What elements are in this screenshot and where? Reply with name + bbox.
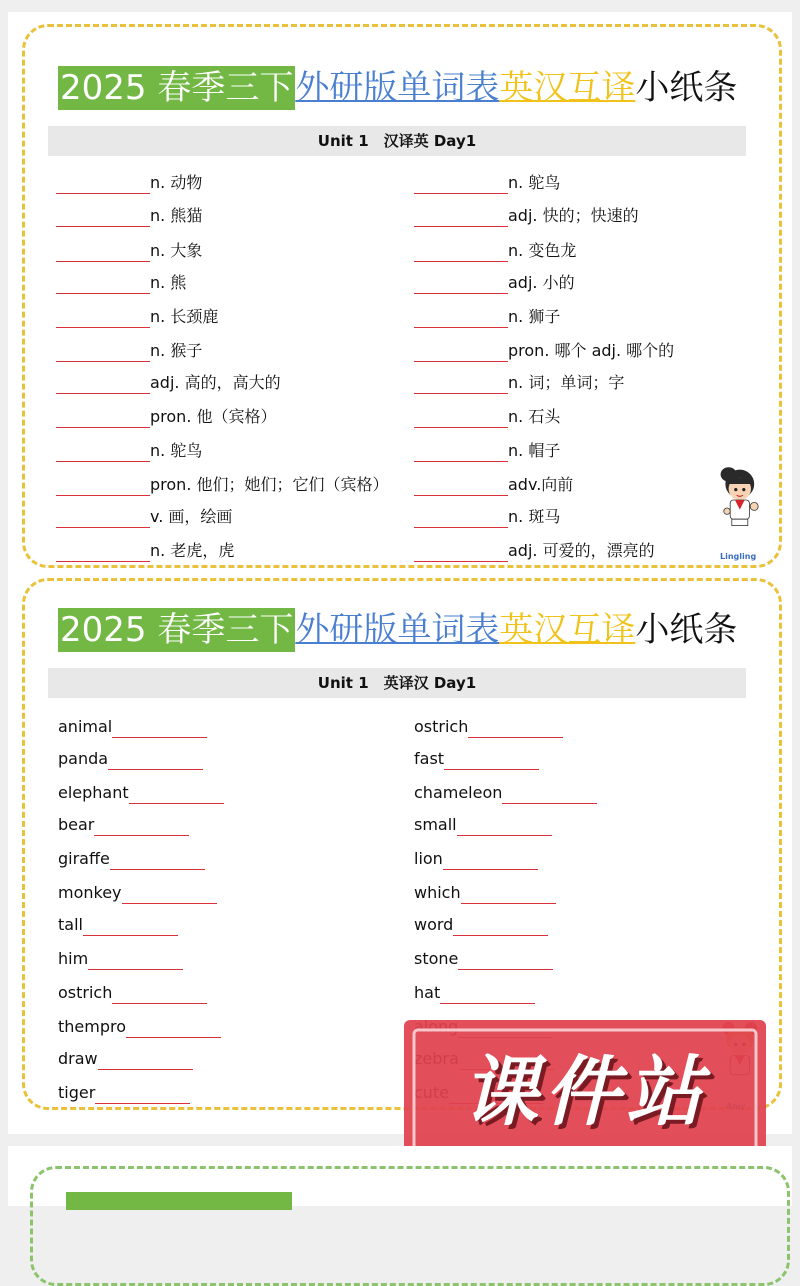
- vocab-row-left: [58, 948, 183, 970]
- vocab-row-right: [414, 540, 655, 562]
- answer-blank[interactable]: [458, 953, 553, 970]
- english-word: thempro: [58, 1017, 127, 1036]
- english-word: monkey: [58, 883, 122, 902]
- english-word: tall: [58, 915, 83, 934]
- word-meaning: pron. 他们；她们；它们（宾格）: [150, 475, 389, 494]
- answer-blank[interactable]: [414, 311, 508, 328]
- vocab-row-right: [414, 240, 576, 262]
- answer-blank[interactable]: [56, 277, 150, 294]
- word-meaning: n. 熊: [150, 273, 187, 292]
- answer-blank[interactable]: [95, 1087, 190, 1104]
- vocab-row-left: [56, 340, 202, 362]
- lingling-name: Lingling: [720, 552, 757, 561]
- title-mode-2: 英汉互译: [499, 610, 636, 650]
- english-word: draw: [58, 1049, 98, 1068]
- watermark-text: 课件站: [462, 1047, 708, 1136]
- vocab-row-right: [414, 372, 624, 394]
- answer-blank[interactable]: [56, 511, 150, 528]
- english-word: chameleon: [414, 783, 503, 802]
- answer-blank[interactable]: [83, 919, 178, 936]
- word-meaning: pron. 哪个 adj. 哪个的: [508, 341, 675, 360]
- word-meaning: n. 大象: [150, 241, 203, 260]
- answer-blank[interactable]: [112, 721, 207, 738]
- vocab-row-right: [414, 205, 639, 227]
- english-word: tiger: [58, 1083, 96, 1102]
- worksheet-title-2: [58, 608, 737, 652]
- english-word: giraffe: [58, 849, 110, 868]
- vocab-row-left: [58, 814, 189, 836]
- vocab-row-right: [414, 172, 560, 194]
- answer-blank[interactable]: [56, 177, 150, 194]
- word-meaning: n. 变色龙: [508, 241, 577, 260]
- answer-blank[interactable]: [414, 177, 508, 194]
- english-word: small: [414, 815, 457, 834]
- vocab-row-left: [56, 240, 202, 262]
- vocab-row-right: [414, 948, 553, 970]
- answer-blank[interactable]: [502, 787, 597, 804]
- word-meaning: n. 帽子: [508, 441, 561, 460]
- word-meaning: n. 词；单词；字: [508, 373, 625, 392]
- answer-blank[interactable]: [56, 311, 150, 328]
- vocab-row-right: [414, 914, 548, 936]
- vocab-row-left: [56, 440, 202, 462]
- answer-blank[interactable]: [110, 853, 205, 870]
- vocab-row-left: [56, 540, 234, 562]
- english-word: hat: [414, 983, 441, 1002]
- vocab-row-right: [414, 982, 535, 1004]
- answer-blank[interactable]: [414, 245, 508, 262]
- next-page-card: [30, 1166, 790, 1286]
- vocab-row-right: [414, 474, 573, 496]
- vocab-row-left: [56, 372, 281, 394]
- vocab-row-left: [58, 782, 224, 804]
- vocab-row-right: [414, 272, 575, 294]
- vocab-row-right: [414, 882, 556, 904]
- unit-bar-cn-to-en: Unit 1 汉译英 Day1: [48, 126, 746, 156]
- word-meaning: n. 猴子: [150, 341, 203, 360]
- english-word: ostrich: [414, 717, 469, 736]
- english-word: ostrich: [58, 983, 113, 1002]
- vocab-row-right: [414, 340, 674, 362]
- answer-blank[interactable]: [440, 987, 535, 1004]
- english-word: bear: [58, 815, 95, 834]
- title-year-season-2: 2025 春季三下: [60, 610, 294, 650]
- answer-blank[interactable]: [444, 753, 539, 770]
- answer-blank[interactable]: [56, 445, 150, 462]
- answer-blank[interactable]: [56, 345, 150, 362]
- answer-blank[interactable]: [56, 545, 150, 562]
- english-word: stone: [414, 949, 459, 968]
- english-word: elephant: [58, 783, 129, 802]
- english-word: which: [414, 883, 461, 902]
- vocab-row-right: [414, 814, 552, 836]
- answer-blank[interactable]: [108, 753, 203, 770]
- answer-blank[interactable]: [443, 853, 538, 870]
- word-meaning: adj. 快的；快速的: [508, 206, 639, 225]
- answer-blank[interactable]: [126, 1021, 221, 1038]
- vocab-row-left: [58, 748, 203, 770]
- vocab-row-right: [414, 716, 563, 738]
- lingling-avatar: [704, 460, 774, 540]
- answer-blank[interactable]: [414, 377, 508, 394]
- word-meaning: n. 动物: [150, 173, 203, 192]
- vocab-row-left: [56, 272, 186, 294]
- vocab-row-left: [56, 406, 277, 428]
- answer-blank[interactable]: [94, 819, 189, 836]
- vocab-row-right: [414, 848, 538, 870]
- word-meaning: n. 熊猫: [150, 206, 203, 225]
- answer-blank[interactable]: [56, 377, 150, 394]
- answer-blank[interactable]: [129, 787, 224, 804]
- vocab-row-left: [58, 848, 205, 870]
- vocab-row-left: [56, 172, 202, 194]
- answer-blank[interactable]: [56, 210, 150, 227]
- vocab-row-left: [56, 205, 202, 227]
- english-word: panda: [58, 749, 109, 768]
- answer-blank[interactable]: [414, 511, 508, 528]
- title-suffix: 小纸条: [635, 68, 738, 108]
- vocab-row-left: [58, 882, 217, 904]
- english-word: animal: [58, 717, 113, 736]
- vocab-row-left: [58, 1048, 193, 1070]
- word-meaning: n. 老虎，虎: [150, 541, 235, 560]
- answer-blank[interactable]: [414, 545, 508, 562]
- word-meaning: adj. 高的，高大的: [150, 373, 281, 392]
- answer-blank[interactable]: [56, 245, 150, 262]
- answer-blank[interactable]: [88, 953, 183, 970]
- worksheet-title: [58, 66, 737, 110]
- answer-blank[interactable]: [414, 479, 508, 496]
- vocab-row-left: [58, 1082, 190, 1104]
- vocab-row-right: [414, 440, 560, 462]
- english-word: him: [58, 949, 89, 968]
- next-page-title-tab: [66, 1192, 292, 1210]
- english-word: fast: [414, 749, 445, 768]
- vocab-row-right: [414, 506, 560, 528]
- answer-blank[interactable]: [468, 721, 563, 738]
- vocab-row-left: [58, 1016, 221, 1038]
- answer-blank[interactable]: [414, 210, 508, 227]
- vocab-row-left: [56, 306, 218, 328]
- answer-blank[interactable]: [98, 1053, 193, 1070]
- title-year-season: 2025 春季三下: [60, 68, 294, 108]
- vocab-row-right: [414, 748, 539, 770]
- next-page: [8, 1146, 792, 1206]
- title-suffix-2: 小纸条: [635, 610, 738, 650]
- word-meaning: adj. 可爱的，漂亮的: [508, 541, 655, 560]
- word-meaning: adj. 小的: [508, 273, 575, 292]
- answer-blank[interactable]: [457, 819, 552, 836]
- answer-blank[interactable]: [414, 345, 508, 362]
- title-mode: 英汉互译: [499, 68, 636, 108]
- vocab-row-right: [414, 406, 560, 428]
- word-meaning: adv.向前: [508, 475, 574, 494]
- unit-bar-en-to-cn: Unit 1 英译汉 Day1: [48, 668, 746, 698]
- answer-blank[interactable]: [112, 987, 207, 1004]
- vocab-row-left: [58, 716, 207, 738]
- english-word: word: [414, 915, 454, 934]
- answer-blank[interactable]: [453, 919, 548, 936]
- english-word: lion: [414, 849, 443, 868]
- answer-blank[interactable]: [414, 277, 508, 294]
- answer-blank[interactable]: [414, 411, 508, 428]
- word-meaning: v. 画，绘画: [150, 507, 233, 526]
- word-meaning: n. 石头: [508, 407, 561, 426]
- answer-blank[interactable]: [56, 479, 150, 496]
- word-meaning: n. 斑马: [508, 507, 561, 526]
- vocab-row-left: [56, 474, 389, 496]
- word-meaning: n. 狮子: [508, 307, 561, 326]
- vocab-row-right: [414, 306, 560, 328]
- answer-blank[interactable]: [461, 887, 556, 904]
- vocab-row-left: [58, 982, 207, 1004]
- answer-blank[interactable]: [414, 445, 508, 462]
- word-meaning: pron. 他（宾格）: [150, 407, 277, 426]
- vocab-row-left: [58, 914, 178, 936]
- vocab-row-right: [414, 782, 597, 804]
- word-meaning: n. 鸵鸟: [150, 441, 203, 460]
- title-publisher-2: 外研版单词表: [295, 610, 500, 650]
- word-meaning: n. 长颈鹿: [150, 307, 219, 326]
- title-publisher: 外研版单词表: [295, 68, 500, 108]
- answer-blank[interactable]: [56, 411, 150, 428]
- vocab-row-left: [56, 506, 232, 528]
- answer-blank[interactable]: [122, 887, 217, 904]
- word-meaning: n. 鸵鸟: [508, 173, 561, 192]
